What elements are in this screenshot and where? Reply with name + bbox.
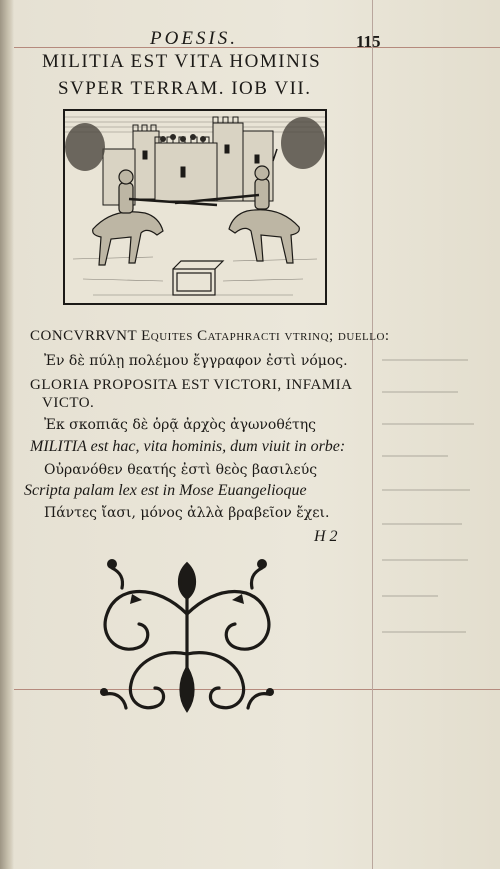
verse-line-3: GLORIA PROPOSITA EST VICTORI, INFAMIA [30,377,353,393]
verse-line-4: VICTO. [42,395,95,411]
emblem-motto-line-1: MILITIA EST VITA HOMINIS [42,51,322,72]
signature-mark: H 2 [314,528,338,545]
running-head: POESIS. [150,28,239,49]
binding-shadow [0,0,14,869]
page-number: 115 [356,32,381,51]
verse-line-1: CONCVRRVNT Equites Cataphracti vtrinq; duello: [30,328,390,344]
vertical-ruled-line [372,0,373,869]
woodcut-illustration [63,109,327,305]
show-through-text [378,340,488,660]
verse-line-7: Οὐρανόθεν θεατής ἐστὶ θεὸς βασιλεύς [44,462,318,478]
fleuron-ornament [92,544,282,722]
verse-line-2: Ἐν δὲ πύλῃ πολέμου ἔγγραφον ἐστὶ νόμος. [44,353,348,369]
verse-line-6: MILITIA est hac, vita hominis, dum viuit in orbe: [30,438,346,455]
emblem-motto-line-2: SVPER TERRAM. IOB VII. [58,78,312,99]
top-ruled-line [14,47,500,48]
verse-line-9: Πάντες ἴασι, μόνος ἀλλὰ βραβεῖον ἔχει. [44,505,330,521]
verse-line-5: Ἐκ σκοπιᾶς δὲ ὁρᾷ ἀρχὸς ἀγωνοθέτης [44,417,316,433]
verse-line-8: Scripta palam lex est in Mose Euangelioque [24,482,307,499]
